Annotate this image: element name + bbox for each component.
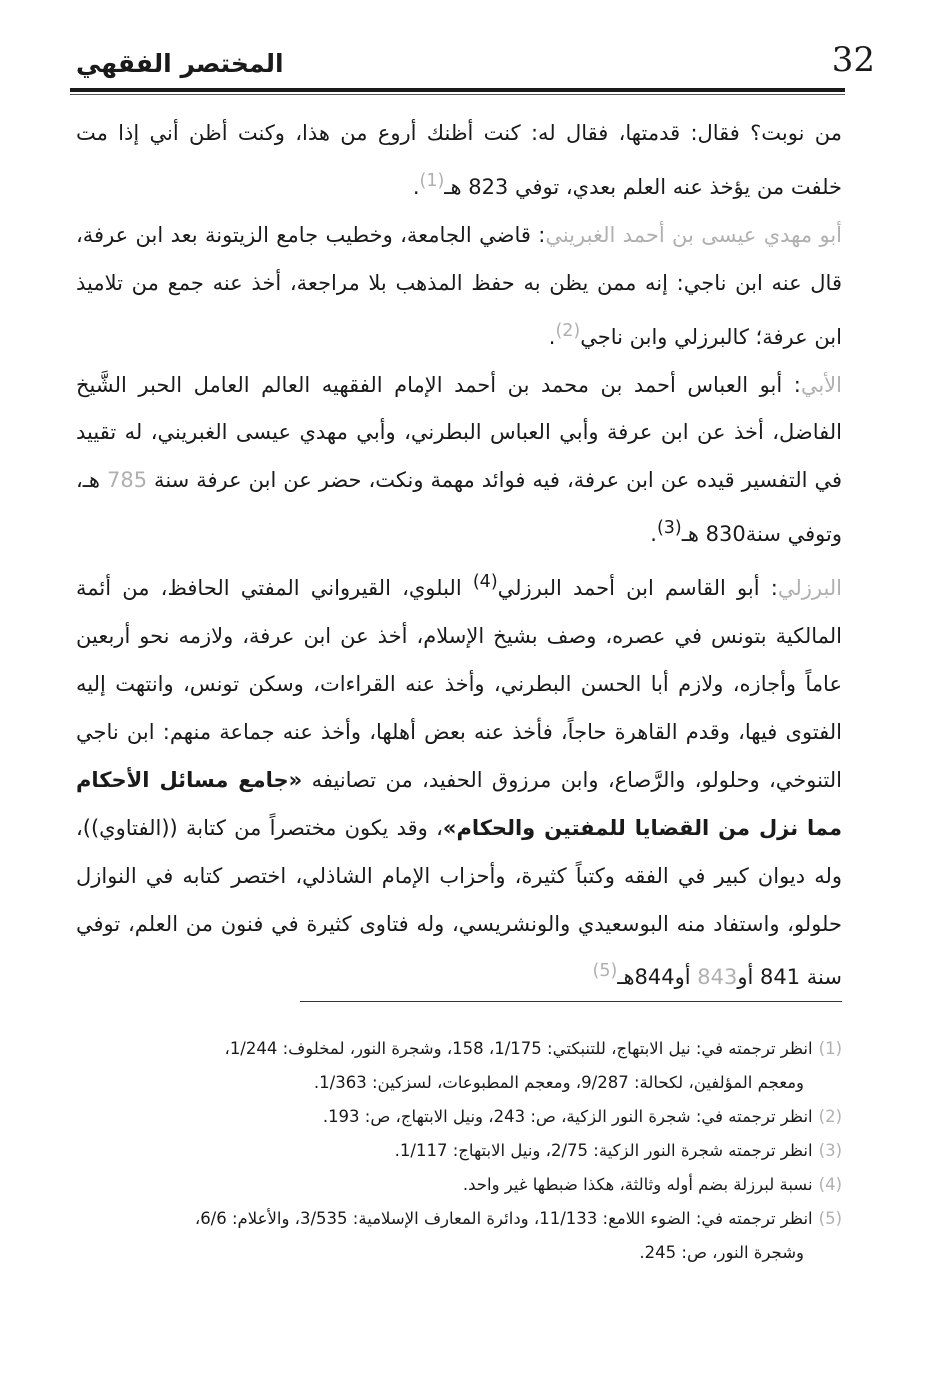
year: 844 — [634, 965, 675, 990]
footnote-ref[interactable]: (2) — [555, 320, 581, 341]
footnote-ref[interactable]: (1) — [419, 170, 445, 191]
header-rule-thin — [70, 94, 845, 95]
footnote-separator — [300, 1001, 842, 1002]
paragraph: من نوبت؟ فقال: قدمتها، فقال له: كنت أظنك أروع من هذا، وكنت أظن أني إذا مت خلفت من يؤخذ عنه العلم بعدي، توفي 823 هـ$^{(1)}$. — [76, 121, 842, 199]
footnote: (1)انظر ترجمته في: نيل الابتهاج، للتنبكتي: 1/175، 158، وشجرة النور، لمخلوف: 1/244، — [224, 1039, 842, 1058]
footnote-ref[interactable]: (5) — [592, 961, 618, 982]
body-text — [76, 110, 842, 1002]
footnote: (4)نسبة لبرزلة بضم أوله وثالثة، هكذا ضبطها غير واحد. — [462, 1175, 842, 1194]
footnote: (5)انظر ترجمته في: الضوء اللامع: 11/133، ودائرة المعارف الإسلامية: 3/535، والأعلام: 6/6، — [194, 1209, 842, 1228]
paragraph: الأبي: أبو العباس أحمد بن محمد بن أحمد الإمام الفقهيه العالم العامل الحبر الشَّيخ الفاضل، أخذ عن ابن عرفة وأبي العباس البطرني، وأبي مهدي عيسى الغبريني، له تقييد في التفسير قيده عن ابن عرفة، فيه فوائد مهمة ونكت، حضر عن ابن عرفة سنة 785 هـ، وتوفي سنة830 هـ$^{(3)}$. — [76, 372, 842, 547]
footnote: (3)انظر ترجمته شجرة النور الزكية: 2/75، ونيل الابتهاج: 1/117. — [394, 1141, 842, 1160]
footnote-continuation: ومعجم المؤلفين، لكحالة: 9/287، ومعجم المطبوعات، لسزكين: 1/363. — [313, 1073, 804, 1092]
paragraph: أبو مهدي عيسى بن أحمد الغبريني: قاضي الجامعة، وخطيب جامع الزيتونة بعد ابن عرفة، قال عنه ابن ناجي: إنه ممن يظن به حفظ المذهب بلا مراجعة، أخذ عنه جمع من تلاميذ ابن عرفة؛ كالبرزلي وابن ناجي$^{(2)}$. — [76, 222, 842, 349]
running-title: المختصر الفقهي — [76, 49, 284, 78]
entry-name: الأبي — [800, 372, 842, 397]
page-header — [70, 38, 875, 92]
footnote-mark: (5) — [818, 1209, 842, 1228]
footnote-mark: (4) — [818, 1175, 842, 1194]
footnote-mark: (1) — [818, 1039, 842, 1058]
footnote: (2)انظر ترجمته في: شجرة النور الزكية، ص: 243، ونيل الابتهاج، ص: 193. — [322, 1107, 842, 1126]
paragraph: البرزلي: أبو القاسم ابن أحمد البرزلي$^{(4)}$ البلوي، القيرواني المفتي الحافظ، من أئمة المالكية بتونس في عصره، وصف بشيخ الإسلام، أخذ عن ابن عرفة، ولازمه نحو أربعين عاماً وأجازه، ولازم أبا الحسن البطرني، وأخذ عنه القراءات، وسكن تونس، وانتهت إليه الفتوى فيها، وقدم القاهرة حاجاً، فأخذ عنه بعض أهلها، وأخذ عنه جماعة منهم: ابن ناجي التنوخي، وحلولو، والرَّصاع، وابن مرزوق الحفيد، من تصانيفه «جامع مسائل الأحكام مما نزل من القضايا للمفتين والحكام»، وقد يكون مختصراً من كتابة ((الفتاوي))، وله ديوان كبير في الفقه وكتباً كثيرة، وأحزاب الإمام الشاذلي، اختصر كتابه في النوازل حلولو، واستفاد منه البوسعيدي والونشريسي، وله فتاوى كثيرة في فنون من العلم، توفي سنة 841 أو843 أو844هـ$^{(5)}$ — [76, 572, 843, 990]
page-number: 32 — [831, 40, 875, 80]
entry-name: أبو مهدي عيسى بن أحمد الغبريني — [545, 222, 842, 247]
header-rule — [70, 88, 845, 92]
footnote-continuation: وشجرة النور، ص: 245. — [639, 1243, 804, 1262]
faded-year: 785 — [106, 468, 148, 493]
footnotes — [76, 1032, 842, 1270]
footnote-ref[interactable]: (3) — [656, 518, 682, 539]
entry-name: البرزلي — [777, 576, 843, 601]
faded-year: 843 — [697, 965, 738, 990]
footnote-mark: (3) — [818, 1141, 842, 1160]
footnote-mark: (2) — [818, 1107, 842, 1126]
footnote-ref[interactable]: (4) — [472, 572, 498, 593]
book-title: «جامع مسائل الأحكام مما نزل من القضايا للمفتين والحكام» — [76, 767, 842, 840]
